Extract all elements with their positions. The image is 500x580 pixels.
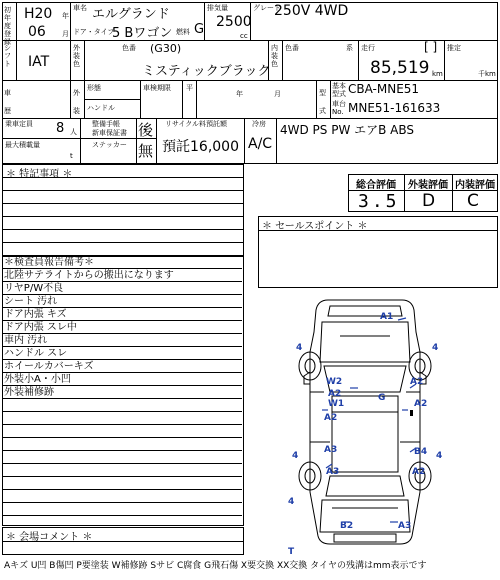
mark-g: G xyxy=(378,393,386,403)
legend-text: Aキズ U凹 B傷凹 P要塗装 W補修跡 Sサビ C腐食 G飛石傷 X要交換 XX交換 タイヤの残溝はmm表示です xyxy=(4,561,427,571)
spare-tire: 4 xyxy=(288,497,295,507)
capacity-label: 乗車定員 xyxy=(5,120,33,128)
equipment-list: 4WD PS PW エアB ABS xyxy=(280,123,415,137)
car-name-label: 車名 xyxy=(73,4,87,12)
estimate-label: 推定 xyxy=(447,44,461,52)
inspection-year-unit: 年 xyxy=(236,90,243,98)
mark-b2: B2 xyxy=(340,521,354,531)
mileage-label: 走行 xyxy=(361,44,375,52)
mark-a2-left: A2 xyxy=(324,413,338,423)
tire-rear-right: 4 xyxy=(436,451,443,461)
exterior-score: D xyxy=(422,191,436,211)
mileage-value: 85,519 xyxy=(370,58,430,78)
t-label: T xyxy=(288,547,295,554)
tire-rear-left: 4 xyxy=(292,451,299,461)
displacement-label: 排気量 xyxy=(207,4,228,12)
seat-rear-flag: 後 xyxy=(138,121,154,139)
grade: 250V 4WD xyxy=(274,3,349,19)
interior-system-label: 系 xyxy=(346,44,353,52)
mark-a1-top: A1 xyxy=(380,312,394,322)
basic-model: CBA-MNE51 xyxy=(348,82,420,96)
report-blank-row xyxy=(2,399,242,412)
recycle-fee: 預託16,000 xyxy=(162,139,239,155)
first-registration-label: 初年度登録 xyxy=(4,6,11,46)
mark-a3-left-rear: A3 xyxy=(326,467,340,477)
interior-color-code-label: 色番 xyxy=(285,44,299,52)
mileage-unit: km xyxy=(432,70,443,78)
report-item: ホイールカバーキズ xyxy=(2,360,242,373)
interior-score-label: 内装評価 xyxy=(455,180,495,191)
displacement: 2500 xyxy=(216,14,252,30)
sales-point-title: ＊ セールスポイント ＊ xyxy=(262,221,368,232)
capacity-unit: 人 xyxy=(70,128,77,136)
fuel-label: 燃料 xyxy=(176,28,190,36)
color-name: ミスティックブラック xyxy=(142,64,271,79)
inspection-label: 車検期限 xyxy=(143,84,171,92)
estimate-unit: 千km xyxy=(478,70,496,78)
capacity-value: 8 xyxy=(56,121,65,136)
report-item: リヤP/W不良 xyxy=(2,282,242,295)
mark-w2: W2 xyxy=(326,377,343,387)
sticker-label: ステッカー xyxy=(92,141,127,149)
special-notes-title: ＊ 特記事項 ＊ xyxy=(6,169,73,180)
report-blank-row xyxy=(2,425,242,438)
type-label: 型式 xyxy=(319,89,326,115)
report-blank-row xyxy=(2,438,242,451)
max-load-unit: t xyxy=(70,152,73,160)
mark-b4: B4 xyxy=(414,447,428,457)
overall-score: 3.5 xyxy=(358,191,400,212)
new-warranty-label: 新車保証書 xyxy=(92,129,127,137)
year-unit: 年 xyxy=(62,12,69,20)
inspector-report-title: ＊検査員報告備考＊ xyxy=(2,256,242,269)
ext-label: 外装 xyxy=(73,89,80,115)
mark-a2-left-front: A2 xyxy=(328,389,342,399)
interior-score: C xyxy=(467,191,479,211)
report-item: 外装小A・小凹 xyxy=(2,373,242,386)
mark-a2-right: A2 xyxy=(414,399,428,409)
sticker-none-flag: 無 xyxy=(138,142,154,160)
exterior-color-label: 外装色 xyxy=(73,44,80,68)
exterior-score-label: 外装評価 xyxy=(408,180,448,191)
inspection-era: 平 xyxy=(186,84,193,92)
shape-label: 形態 xyxy=(87,84,101,92)
fuel: G xyxy=(194,22,205,37)
report-item: シート 汚れ xyxy=(2,295,242,308)
maintenance-label: 整備手帳 xyxy=(92,120,120,128)
basic-model-label: 基本型式 xyxy=(332,82,346,98)
displacement-unit: cc xyxy=(240,32,248,40)
report-blank-row xyxy=(2,412,242,425)
registration-month: 06 xyxy=(28,24,46,40)
mark-w1: W1 xyxy=(328,399,345,409)
report-item: 外装補修跡 xyxy=(2,386,242,399)
tire-front-right: 4 xyxy=(432,343,439,353)
door-type-label: ドア・タイプ xyxy=(73,28,115,36)
interior-color-label: 内装色 xyxy=(271,44,278,68)
car-history-label: 車歴 xyxy=(4,89,11,115)
overall-score-label: 総合評価 xyxy=(356,180,396,191)
tire-front-left: 4 xyxy=(296,343,303,353)
chassis-number: MNE51-161633 xyxy=(348,101,441,115)
car-name: エルグランド xyxy=(92,7,170,22)
report-item: 北陸サテライトからの搬出になります xyxy=(2,269,242,282)
venue-comment-title: ＊ 会場コメント ＊ xyxy=(6,532,93,543)
aircon-label: 冷房 xyxy=(252,120,266,128)
month-unit: 月 xyxy=(62,30,69,38)
report-blank-row xyxy=(2,464,242,477)
report-item: ドア内張 スレ中 xyxy=(2,321,242,334)
report-blank-row xyxy=(2,477,242,490)
report-blank-row xyxy=(2,503,242,516)
mark-a2-right-front: A2 xyxy=(410,377,424,387)
recycle-label: リサイクル料預託額 xyxy=(165,120,228,128)
mark-a3-bottom: A3 xyxy=(398,521,412,531)
report-item: ハンドル スレ xyxy=(2,347,242,360)
chassis-label: 車台No. xyxy=(332,100,346,116)
max-load-label: 最大積載量 xyxy=(5,141,40,149)
report-blank-row xyxy=(2,490,242,503)
aircon-value: A/C xyxy=(248,136,273,152)
car-damage-diagram xyxy=(270,292,460,554)
report-item: ドア内張 キズ xyxy=(2,308,242,321)
shift-value: IAT xyxy=(28,54,50,70)
report-blank-row xyxy=(2,451,242,464)
color-code: (G30) xyxy=(150,42,182,55)
door-type: 5 Bワゴン xyxy=(112,26,173,41)
handle-label: ハンドル xyxy=(87,104,115,112)
grade-label: グレード xyxy=(253,4,281,12)
mark-a2-right-rear: A2 xyxy=(412,467,426,477)
color-code-label: 色番 xyxy=(122,44,136,52)
registration-era: H20 xyxy=(24,6,53,22)
mileage-bracket: [ ] xyxy=(424,40,438,54)
shift-label: シフト xyxy=(4,44,11,68)
inspection-month-unit: 月 xyxy=(274,90,281,98)
mark-a3-left: A3 xyxy=(324,445,338,455)
report-item: 車内 汚れ xyxy=(2,334,242,347)
